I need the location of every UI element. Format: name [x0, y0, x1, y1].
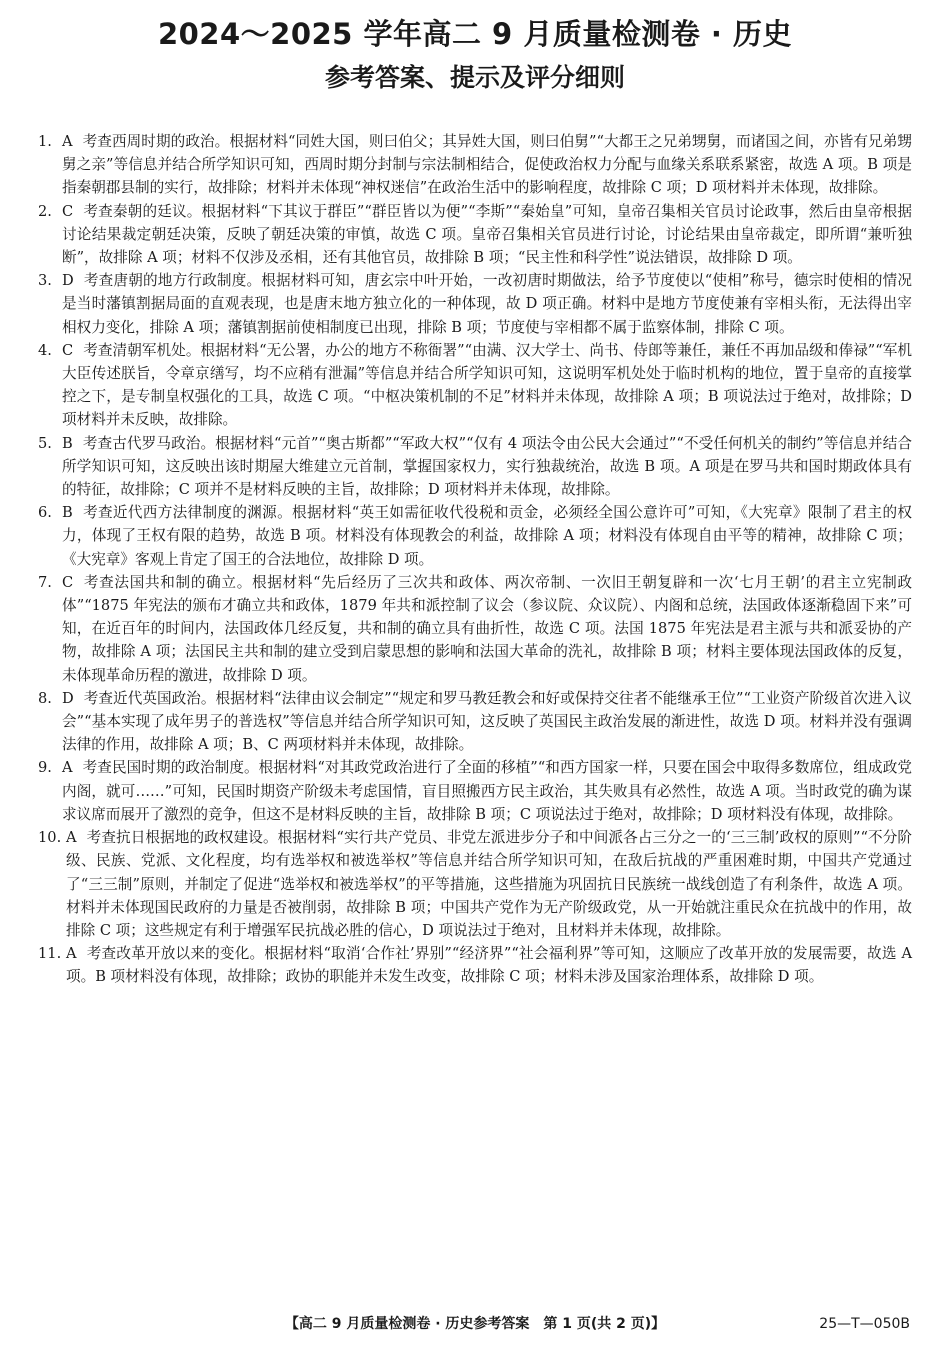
answer-explanation: 考查近代英国政治。根据材料“法律由议会制定”“规定和罗马教廷教会和好或保持交往者不能继承王位”“工业资产阶级首次进入议会”“基本实现了成年男子的普选权”等信息并结合所学知识可知，这反映了英国民主政治发展的渐进性，故选 D 项。材料并没有强调法律的作用，故排除 A 项；B、C 两项材料并未体现，故排除。 — [62, 689, 912, 754]
answer-item — [38, 501, 912, 571]
answer-explanation: 考查近代西方法律制度的渊源。根据材料“英王如需征收代役税和贡金，必须经全国公意许可”可知，《大宪章》限制了君主的权力，体现了王权有限的趋势，故选 B 项。材料没有体现教会的利益，故排除 A 项；材料没有体现自由平等的精神，故排除 C 项；《大宪章》客观上肯定了国王的合法地位，故排除 D 项。 — [62, 504, 912, 568]
answer-item — [38, 826, 912, 942]
answer-letter: A — [66, 829, 77, 847]
answer-explanation: 考查改革开放以来的变化。根据材料“取消‘合作社’界别”“经济界”“社会福利界”等可知，这顺应了改革开放的发展需要，故选 A 项。B 项材料没有体现，故排除；政协的职能并未发生改变，故排除 C 项；材料未涉及国家治理体系，故排除 D 项。 — [66, 945, 912, 986]
answer-letter: A — [66, 945, 77, 963]
answer-number: 5. — [38, 434, 52, 452]
answer-explanation: 考查民国时期的政治制度。根据材料“对其政党政治进行了全面的移植”“和西方国家一样，只要在国会中取得多数席位，组成政党内阁，就可……”可知，民国时期资产阶级未考虑国情，盲目照搬西方民主政治，其失败具有必然性，故选 A 项。当时政党的确为谋求议席而展开了激烈的竞争，但这不是材料反映的主旨，故排除 B 项；C 项说法过于绝对，故排除；D 项材料没有体现，故排除。 — [62, 759, 912, 823]
answer-explanation: 考查法国共和制的确立。根据材料“先后经历了三次共和政体、两次帝制、一次旧王朝复辟和一次‘七月王朝’的君主立宪制政体”“1875 年宪法的颁布才确立共和政体，1879 年共和派控制了议会（参议院、众议院）、内阁和总统，法国政体逐渐稳固下来”可知，在近百年的时间内，法国政体几经反复，共和制的确立具有曲折性，故选 C 项。法国 1875 年宪法是君主派与共和派妥协的产物，故排除 A 项；法国民主共和制的建立受到启蒙思想的影响和法国大革命的洗礼，故排除 B 项；材料主要体现法国政体的反复，未体现革命历程的激进，故排除 D 项。 — [62, 573, 912, 684]
footer-paper-code: 25—T—050B — [819, 1316, 910, 1332]
footer-page-info: 【高二 9 月质量检测卷 · 历史参考答案 第 1 页(共 2 页)】 — [284, 1316, 666, 1332]
answer-number: 8. — [38, 689, 52, 707]
answer-explanation: 考查唐朝的地方行政制度。根据材料可知，唐玄宗中叶开始，一改初唐时期做法，给予节度使以“使相”称号，德宗时使相的情况是当时藩镇割据局面的直观表现，也是唐末地方独立化的一种体现，故 D 项正确。材料中是地方节度使兼有宰相头衔，无法得出宰相权力变化，排除 A 项；藩镇割据前使相制度已出现，排除 B 项；节度使与宰相都不属于监察体制，排除 C 项。 — [62, 272, 912, 336]
answer-number: 7. — [38, 573, 52, 591]
answer-item — [38, 269, 912, 339]
answer-letter: C — [62, 202, 74, 220]
page-footer — [0, 1312, 950, 1336]
answer-letter: C — [62, 341, 74, 359]
answer-item — [38, 687, 912, 757]
answer-letter: D — [62, 272, 74, 290]
answer-explanation: 考查秦朝的廷议。根据材料“下其议于群臣”“群臣皆以为便”“李斯”“秦始皇”可知，皇帝召集相关官员讨论政事，然后由皇帝根据讨论结果裁定朝廷决策，反映了朝廷决策的审慎，故选 C 项。皇帝召集相关官员进行讨论，讨论结果由皇帝裁定，即所谓“兼听独断”，故排除 A 项；材料不仅涉及丞相，还有其他官员，故排除 B 项；“民主性和科学性”说法错误，故排除 D 项。 — [62, 202, 912, 267]
answer-number: 3. — [38, 272, 52, 290]
answer-letter: B — [62, 434, 73, 452]
answer-letter: A — [62, 133, 73, 150]
answer-letter: C — [62, 573, 74, 591]
answer-number: 2. — [38, 202, 52, 220]
page-subtitle: 参考答案、提示及评分细则 — [324, 63, 625, 92]
answer-explanation: 考查古代罗马政治。根据材料“元首”“奥古斯都”“军政大权”“仅有 4 项法令由公民大会通过”“不受任何机关的制约”等信息并结合所学知识可知，这反映出该时期屋大维建立元首制，掌握国家权力，实行独裁统治，故选 B 项。A 项是在罗马共和国时期政体具有的特征，故排除；C 项并不是材料反映的主旨，故排除；D 项材料并未体现，故排除。 — [62, 434, 912, 499]
answer-item — [38, 200, 912, 270]
answer-item — [38, 130, 912, 200]
answer-item — [38, 942, 912, 988]
page-title: 2024～2025 学年高二 9 月质量检测卷 · 历史 — [157, 17, 793, 51]
answer-explanation: 考查西周时期的政治。根据材料“同姓大国，则曰伯父；其异姓大国，则曰伯舅”“大都王之兄弟甥舅，而诸国之间，亦皆有兄弟甥舅之亲”等信息并结合所学知识可知，西周时期分封制与宗法制相结合，促使政治权力分配与血缘关系联系紧密，故选 A 项。B 项是指秦朝郡县制的实行，故排除；材料并未体现“神权迷信”在政治生活中的影响程度，故排除 C 项；D 项材料并未体现，故排除。 — [62, 133, 912, 197]
answer-list — [38, 130, 912, 989]
answer-number: 1. — [38, 133, 52, 150]
answer-number: 6. — [38, 504, 52, 522]
answer-letter: D — [62, 689, 74, 707]
answer-number: 9. — [38, 759, 52, 777]
answer-item — [38, 756, 912, 826]
answer-item — [38, 571, 912, 687]
answer-item — [38, 339, 912, 432]
answer-explanation: 考查抗日根据地的政权建设。根据材料“实行共产党员、非党左派进步分子和中间派各占三分之一的‘三三制’政权的原则”“不分阶级、民族、党派、文化程度，均有选举权和被选举权”等信息并结合所学知识可知，在敌后抗战的严重困难时期，中国共产党通过了“三三制”原则，并制定了促进“选举权和被选举权”的平等措施，这些措施为巩固抗日民族统一战线创造了有利条件，故选 A 项。材料并未体现国民政府的力量是否被削弱，故排除 B 项；中国共产党作为无产阶级政党，从一开始就注重民众在抗战中的作用，故排除 C 项；这些规定有利于增强军民抗战必胜的信心，D 项说法过于绝对，且材料并未体现，故排除。 — [66, 829, 912, 939]
answer-explanation: 考查清朝军机处。根据材料“无公署，办公的地方不称衙署”“由满、汉大学士、尚书、侍郎等兼任，兼任不再加品级和俸禄”“军机大臣传述朕旨，令章京缮写，均不应稍有泄漏”等信息并结合所学知识可知，这说明军机处处于临时机构的地位，置于皇帝的直接掌控之下，是专制皇权强化的工具，故选 C 项。“中枢决策机制的不足”材料并未体现，故排除 A 项；B 项说法过于绝对，故排除；D 项材料并未反映，故排除。 — [62, 341, 912, 429]
answer-number: 11. — [38, 945, 62, 963]
answer-letter: A — [62, 759, 73, 777]
answer-letter: B — [62, 504, 73, 522]
answer-item — [38, 432, 912, 502]
answer-number: 10. — [38, 829, 62, 847]
answer-number: 4. — [38, 341, 52, 359]
